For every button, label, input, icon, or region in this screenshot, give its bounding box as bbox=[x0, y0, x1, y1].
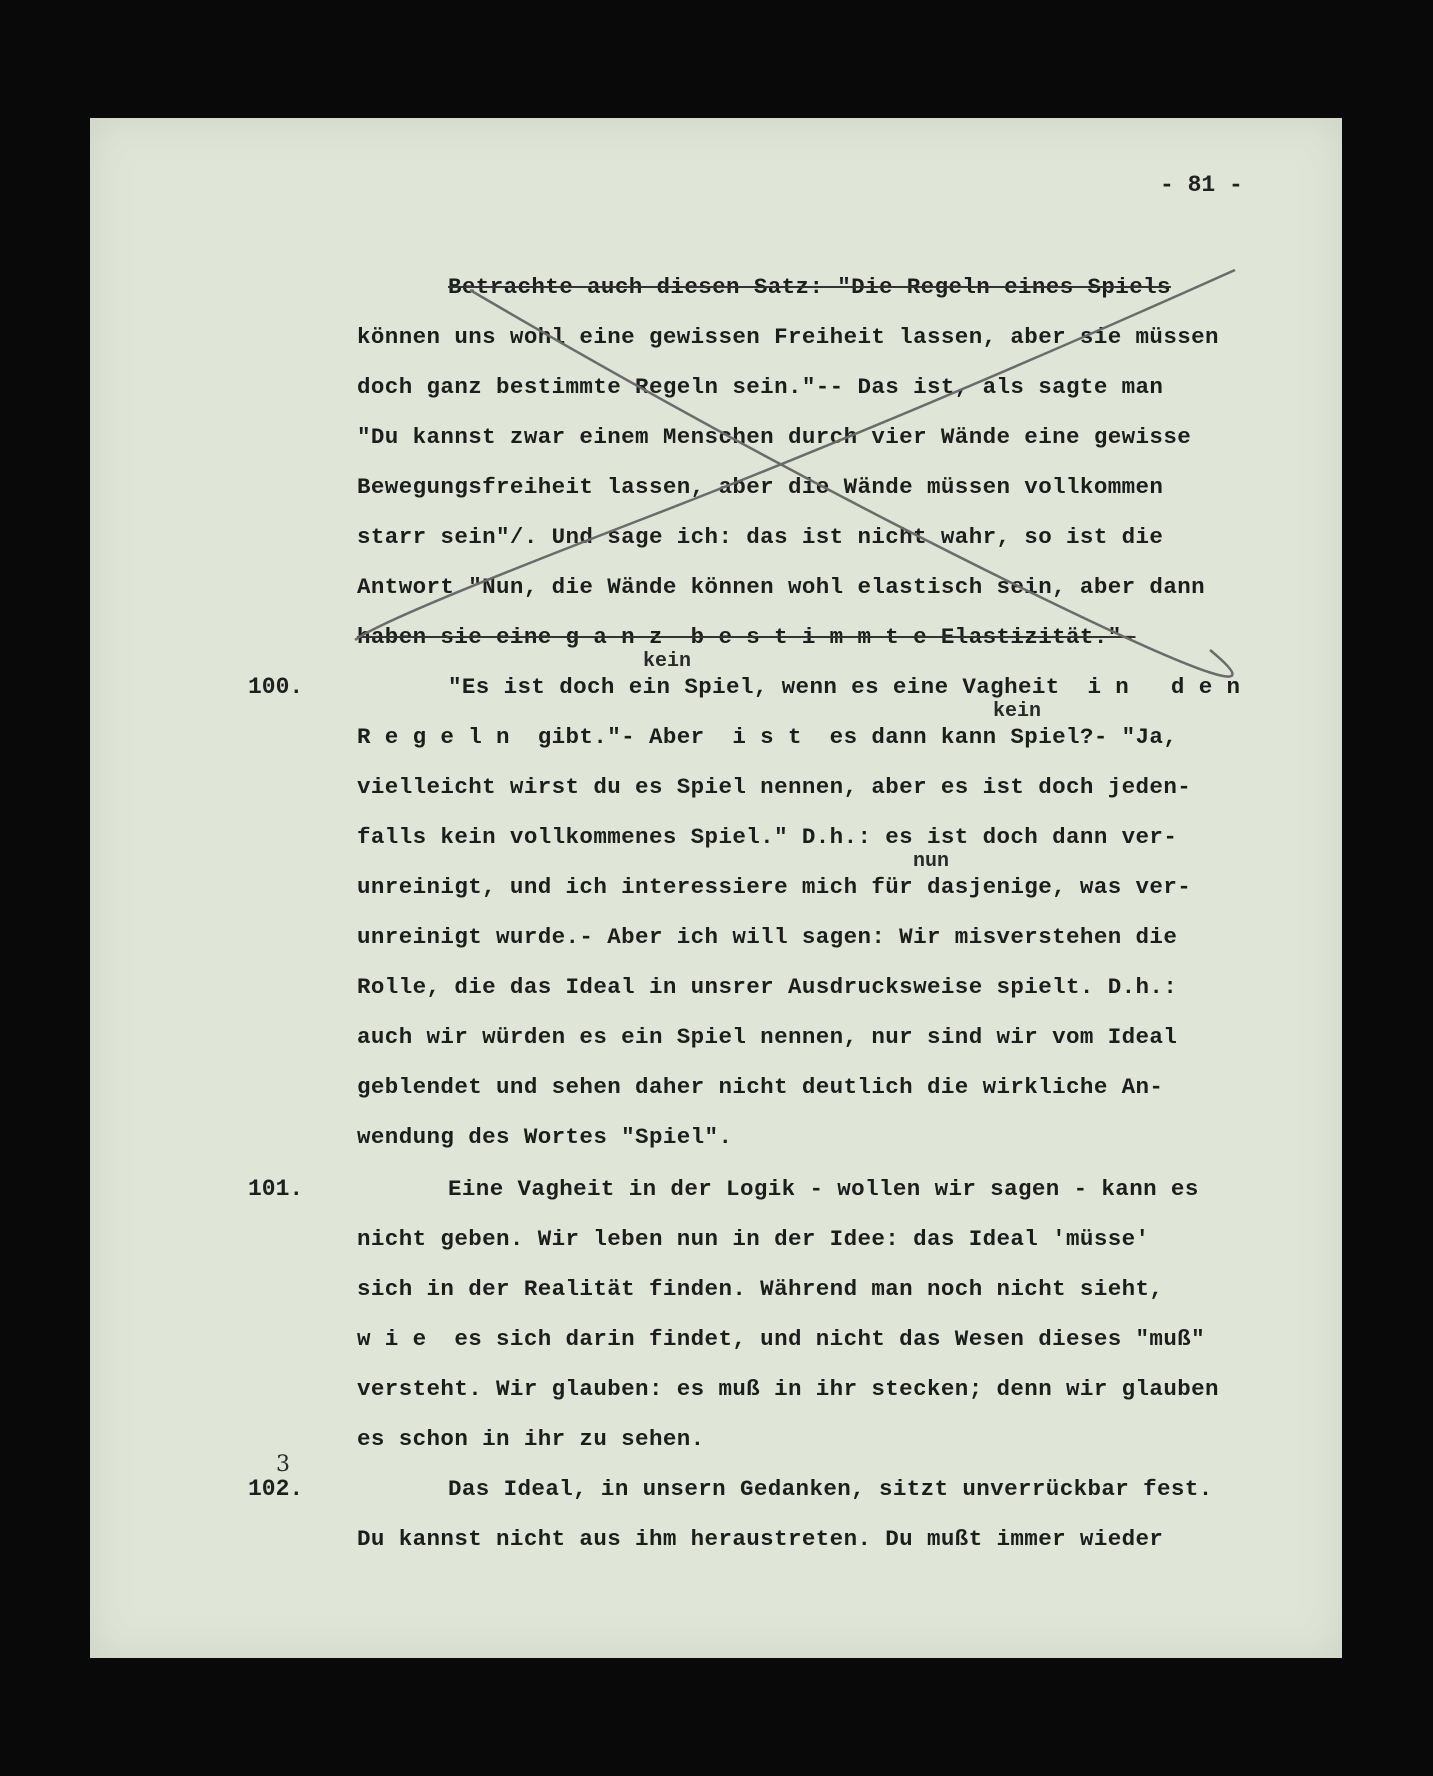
text-line: geblendet und sehen daher nicht deutlich die wirkliche An- bbox=[357, 1074, 1164, 1100]
handwritten-correction: 3 bbox=[276, 1452, 290, 1477]
crossed-line: Antwort "Nun, die Wände können wohl elastisch sein, aber dann bbox=[357, 574, 1206, 600]
section-number: 100. bbox=[248, 674, 304, 700]
text-line: Rolle, die das Ideal in unsrer Ausdrucksweise spielt. D.h.: bbox=[357, 974, 1178, 1000]
text-line: wendung des Wortes "Spiel". bbox=[357, 1124, 733, 1150]
section-number: 102. bbox=[248, 1476, 304, 1502]
text-line: Das Ideal, in unsern Gedanken, sitzt unverrückbar fest. bbox=[448, 1476, 1213, 1502]
cross-stroke bbox=[355, 270, 1235, 640]
text-line: auch wir würden es ein Spiel nennen, nur sind wir vom Ideal bbox=[357, 1024, 1178, 1050]
insertion-kein: kein bbox=[643, 650, 692, 673]
text-line: vielleicht wirst du es Spiel nennen, aber es ist doch jeden- bbox=[357, 774, 1192, 800]
text-line: Du kannst nicht aus ihm heraustreten. Du mußt immer wieder bbox=[357, 1526, 1164, 1552]
text-line: es schon in ihr zu sehen. bbox=[357, 1426, 705, 1452]
crossed-line: "Du kannst zwar einem Menschen durch vier Wände eine gewisse bbox=[357, 424, 1192, 450]
page-number: - 81 - bbox=[1160, 172, 1243, 198]
crossed-line: starr sein"/. Und sage ich: das ist nicht wahr, so ist die bbox=[357, 524, 1164, 550]
text-line: nicht geben. Wir leben nun in der Idee: das Ideal 'müsse' bbox=[357, 1226, 1150, 1252]
text-line: "Es ist doch ein Spiel, wenn es eine Vagheit i n d e n bbox=[448, 674, 1241, 700]
text-line: versteht. Wir glauben: es muß in ihr stecken; denn wir glauben bbox=[357, 1376, 1219, 1402]
text-line: R e g e l n gibt."- Aber i s t es dann kann Spiel?- "Ja, bbox=[357, 724, 1178, 750]
text-line: Eine Vagheit in der Logik - wollen wir sagen - kann es bbox=[448, 1176, 1199, 1202]
text-line: w i e es sich darin findet, und nicht das Wesen dieses "muß" bbox=[357, 1326, 1206, 1352]
section-number: 101. bbox=[248, 1176, 304, 1202]
insertion-nun: nun bbox=[913, 850, 950, 873]
crossed-line: haben sie eine g a n z b e s t i m m t e Elastizität."- bbox=[357, 624, 1136, 650]
text-line: sich in der Realität finden. Während man noch nicht sieht, bbox=[357, 1276, 1164, 1302]
insertion-kein: kein bbox=[993, 700, 1042, 723]
text-line: unreinigt, und ich interessiere mich für dasjenige, was ver- bbox=[357, 874, 1192, 900]
text-line: falls kein vollkommenes Spiel." D.h.: es ist doch dann ver- bbox=[357, 824, 1178, 850]
crossed-line: Betrachte auch diesen Satz: "Die Regeln eines Spiels bbox=[448, 274, 1171, 300]
crossed-line: Bewegungsfreiheit lassen, aber die Wände müssen vollkommen bbox=[357, 474, 1164, 500]
cross-stroke bbox=[470, 290, 1233, 677]
crossed-line: doch ganz bestimmte Regeln sein."-- Das ist, als sagte man bbox=[357, 374, 1164, 400]
text-line: unreinigt wurde.- Aber ich will sagen: Wir misverstehen die bbox=[357, 924, 1178, 950]
crossed-line: können uns wohl eine gewissen Freiheit lassen, aber sie müssen bbox=[357, 324, 1219, 350]
